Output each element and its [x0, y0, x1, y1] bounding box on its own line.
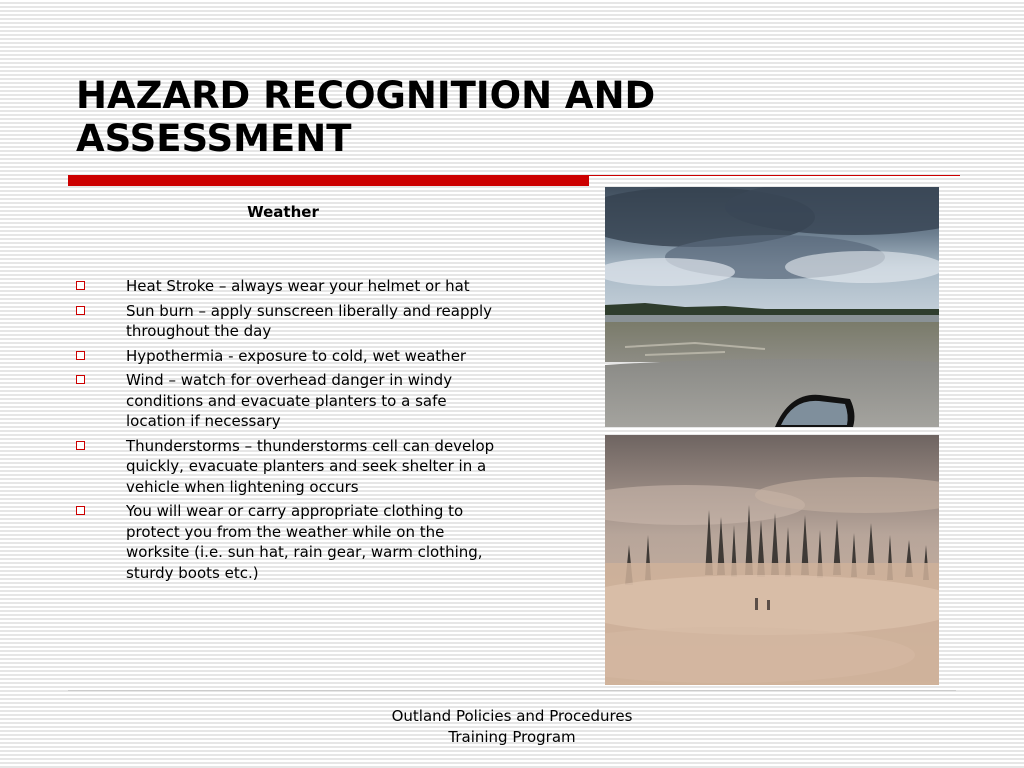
list-item	[76, 301, 506, 342]
slide-footer	[360, 706, 664, 748]
hollow-square-bullet-icon	[76, 441, 85, 450]
hollow-square-bullet-icon	[76, 306, 85, 315]
bullet-list	[76, 276, 506, 587]
list-item	[76, 276, 506, 297]
hollow-square-bullet-icon	[76, 375, 85, 384]
footer-divider	[68, 690, 956, 691]
foggy-forest-photo	[605, 435, 939, 685]
list-item-text: Wind – watch for overhead danger in windy conditions and evacuate planters to a safe location if necessary	[126, 371, 453, 430]
list-item	[76, 501, 506, 583]
list-item-text: Hypothermia - exposure to cold, wet weather	[126, 346, 467, 365]
list-item-text: Heat Stroke – always wear your helmet or hat	[126, 277, 470, 295]
section-subheading: Weather	[247, 203, 319, 221]
list-item	[76, 346, 506, 367]
footer-line-2: Training Program	[448, 728, 576, 746]
list-item-text: Sun burn – apply sunscreen liberally and reapply throughout the day	[126, 301, 493, 340]
hollow-square-bullet-icon	[76, 281, 85, 290]
list-item-text: Thunderstorms – thunderstorms cell can develop quickly, evacuate planters and seek shelter in a vehicle when lightening occurs	[126, 436, 495, 496]
title-underline-thick	[68, 175, 589, 186]
list-item	[76, 370, 506, 432]
list-item-text: You will wear or carry appropriate clothing to protect you from the weather while on the worksite (i.e. sun hat, rain gear, warm clothing, sturdy boots etc.)	[126, 502, 483, 582]
footer-line-1: Outland Policies and Procedures	[391, 707, 633, 725]
hollow-square-bullet-icon	[76, 351, 85, 360]
storm-clouds-over-road-photo	[605, 187, 939, 427]
hollow-square-bullet-icon	[76, 506, 85, 515]
list-item	[76, 436, 506, 498]
slide-title: HAZARD RECOGNITION AND ASSESSMENT	[76, 74, 656, 160]
title-underline-thin	[589, 175, 960, 176]
